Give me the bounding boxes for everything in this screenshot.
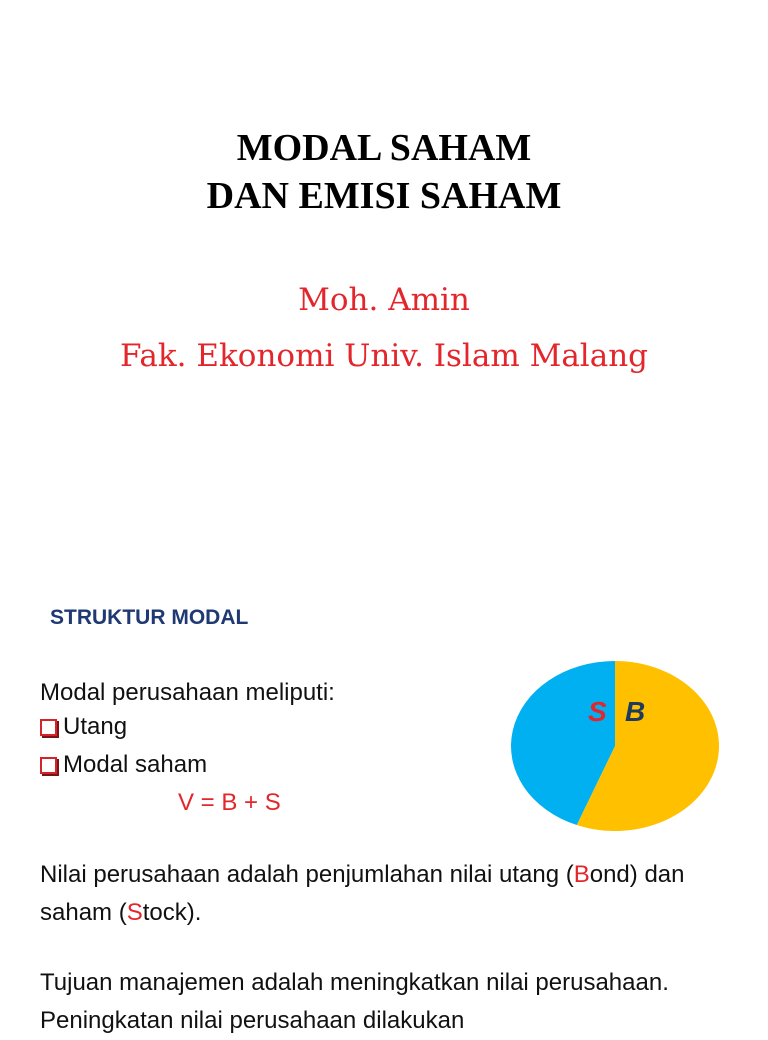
bullet-item-utang	[40, 708, 127, 746]
bullet-item-modal-saham	[40, 746, 207, 784]
intro-text: Modal perusahaan meliputi:	[40, 679, 335, 706]
title-line-1: MODAL SAHAM	[236, 127, 532, 169]
checkbox-bullet-icon	[40, 757, 57, 774]
para-text: ond) dan saham (	[40, 861, 685, 926]
author-affiliation: Fak. Ekonomi Univ. Islam Malang	[119, 338, 649, 374]
title-line-2: DAN EMISI SAHAM	[206, 175, 562, 217]
section-heading: STRUKTUR MODAL	[50, 606, 249, 629]
para-text: tock).	[142, 899, 202, 926]
formula: V = B + S	[178, 789, 281, 816]
stock-letter: S	[126, 899, 143, 926]
pie-label-b: B	[625, 696, 646, 727]
bullet-label: Utang	[63, 713, 128, 740]
slide-title	[0, 124, 768, 220]
pie-label-s: S	[588, 696, 607, 727]
paragraph-goal: Tujuan manajemen adalah meningkatkan nilai perusahaan. Peningkatan nilai perusahaan dilakukan	[40, 969, 669, 1034]
content-slide	[0, 560, 768, 1034]
bullet-label: Modal saham	[63, 751, 208, 778]
para-text: Nilai perusahaan adalah penjumlahan nilai utang (	[40, 861, 574, 888]
bond-letter: B	[573, 861, 590, 888]
paragraph-value	[40, 856, 740, 932]
author-block	[0, 272, 768, 384]
checkbox-bullet-icon	[40, 719, 57, 736]
author-name: Moh. Amin	[298, 282, 470, 318]
pie-chart	[508, 658, 722, 834]
